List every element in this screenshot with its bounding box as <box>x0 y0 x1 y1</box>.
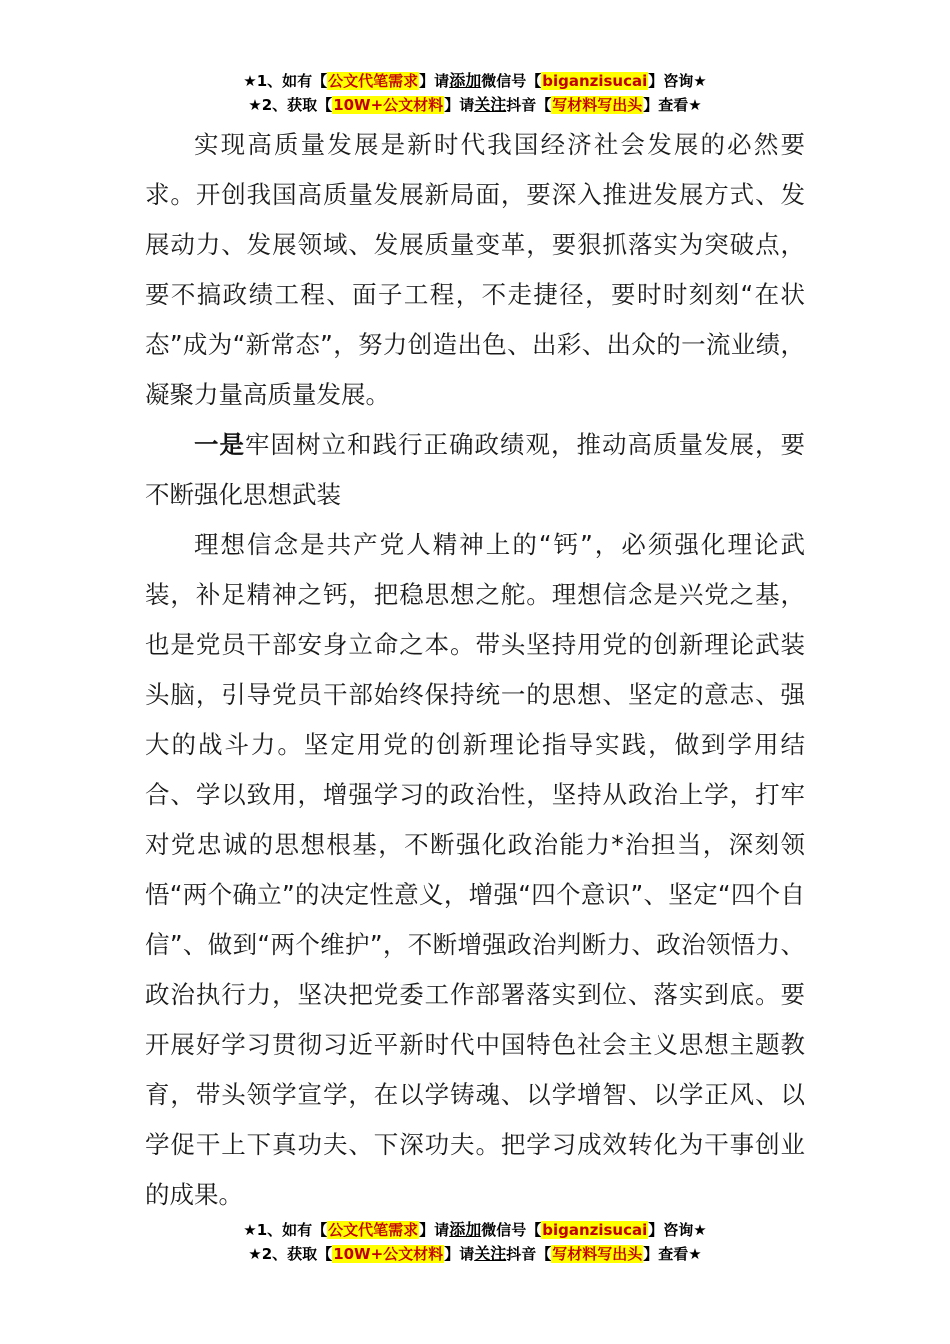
banner-line-2-prefix: ★2、获取【 <box>248 1245 333 1263</box>
banner-line-1-suffix: 】咨询★ <box>648 1221 707 1239</box>
document-body <box>145 120 805 1220</box>
banner-underline-add: 添加 <box>449 1220 482 1239</box>
banner-line-1-mid1: 】请 <box>419 72 450 90</box>
banner-line-1-mid2: 微信号【 <box>481 1221 542 1239</box>
banner-highlight-douyin-id: 写材料写出头 <box>552 1245 643 1263</box>
banner-line-1 <box>0 69 950 93</box>
banner-highlight-materials: 10W+公文材料 <box>333 1245 444 1263</box>
banner-line-1-mid1: 】请 <box>419 1221 450 1239</box>
banner-highlight-douyin-id: 写材料写出头 <box>552 96 643 114</box>
paragraph-intro: 实现高质量发展是新时代我国经济社会发展的必然要求。开创我国高质量发展新局面，要深入推进发展方式、发展动力、发展领域、发展质量变革，要狠抓落实为突破点，要不搞政绩工程、面子工程，不走捷径，要时时刻刻“在状态”成为“新常态”，努力创造出色、出彩、出众的一流业绩，凝聚力量高质量发展。 <box>145 130 805 409</box>
banner-line-2-suffix: 】查看★ <box>643 1245 702 1263</box>
paragraph-point-one-body: 理想信念是共产党人精神上的“钙”，必须强化理论武装，补足精神之钙，把稳思想之舵。理想信念是兴党之基，也是党员干部安身立命之本。带头坚持用党的创新理论武装头脑，引导党员干部始终保持统一的思想、坚定的意志、强大的战斗力。坚定用党的创新理论指导实践，做到学用结合、学以致用，增强学习的政治性，坚持从政治上学，打牢对党忠诚的思想根基，不断强化政治能力*治担当，深刻领悟“两个确立”的决定性意义，增强“四个意识”、坚定“四个自信”、做到“两个维护”，不断增强政治判断力、政治领悟力、政治执行力，坚决把党委工作部署落实到位、落实到底。要开展好学习贯彻习近平新时代中国特色社会主义思想主题教育，带头领学宣学，在以学铸魂、以学增智、以学正风、以学促干上下真功夫、下深功夫。把学习成效转化为干事创业的成果。 <box>145 530 805 1209</box>
banner-line-2-mid2: 抖音【 <box>506 96 552 114</box>
banner-line-2-mid1: 】请 <box>444 1245 475 1263</box>
point-one-label: 一是 <box>194 430 245 459</box>
banner-underline-follow: 关注 <box>474 1244 507 1263</box>
banner-line-1-prefix: ★1、如有【 <box>243 1221 328 1239</box>
banner-line-1-mid2: 微信号【 <box>481 72 542 90</box>
point-one-heading-text: 牢固树立和践行正确政绩观，推动高质量发展，要不断强化思想武装 <box>145 430 805 509</box>
banner-underline-add: 添加 <box>449 71 482 90</box>
banner-line-1 <box>0 1218 950 1242</box>
banner-highlight-wechat-id: biganzisucai <box>542 1221 648 1239</box>
banner-line-1-suffix: 】咨询★ <box>648 72 707 90</box>
banner-highlight-service: 公文代笔需求 <box>328 1221 419 1239</box>
banner-line-2-prefix: ★2、获取【 <box>248 96 333 114</box>
banner-highlight-service: 公文代笔需求 <box>328 72 419 90</box>
top-banner <box>0 69 950 117</box>
banner-underline-follow: 关注 <box>474 95 507 114</box>
banner-highlight-materials: 10W+公文材料 <box>333 96 444 114</box>
bottom-banner <box>0 1218 950 1266</box>
banner-line-2-mid2: 抖音【 <box>506 1245 552 1263</box>
banner-line-2-suffix: 】查看★ <box>643 96 702 114</box>
banner-line-2 <box>0 1242 950 1266</box>
banner-line-2 <box>0 93 950 117</box>
banner-highlight-wechat-id: biganzisucai <box>542 72 648 90</box>
banner-line-2-mid1: 】请 <box>444 96 475 114</box>
banner-line-1-prefix: ★1、如有【 <box>243 72 328 90</box>
paragraph-point-one-heading <box>145 420 805 520</box>
